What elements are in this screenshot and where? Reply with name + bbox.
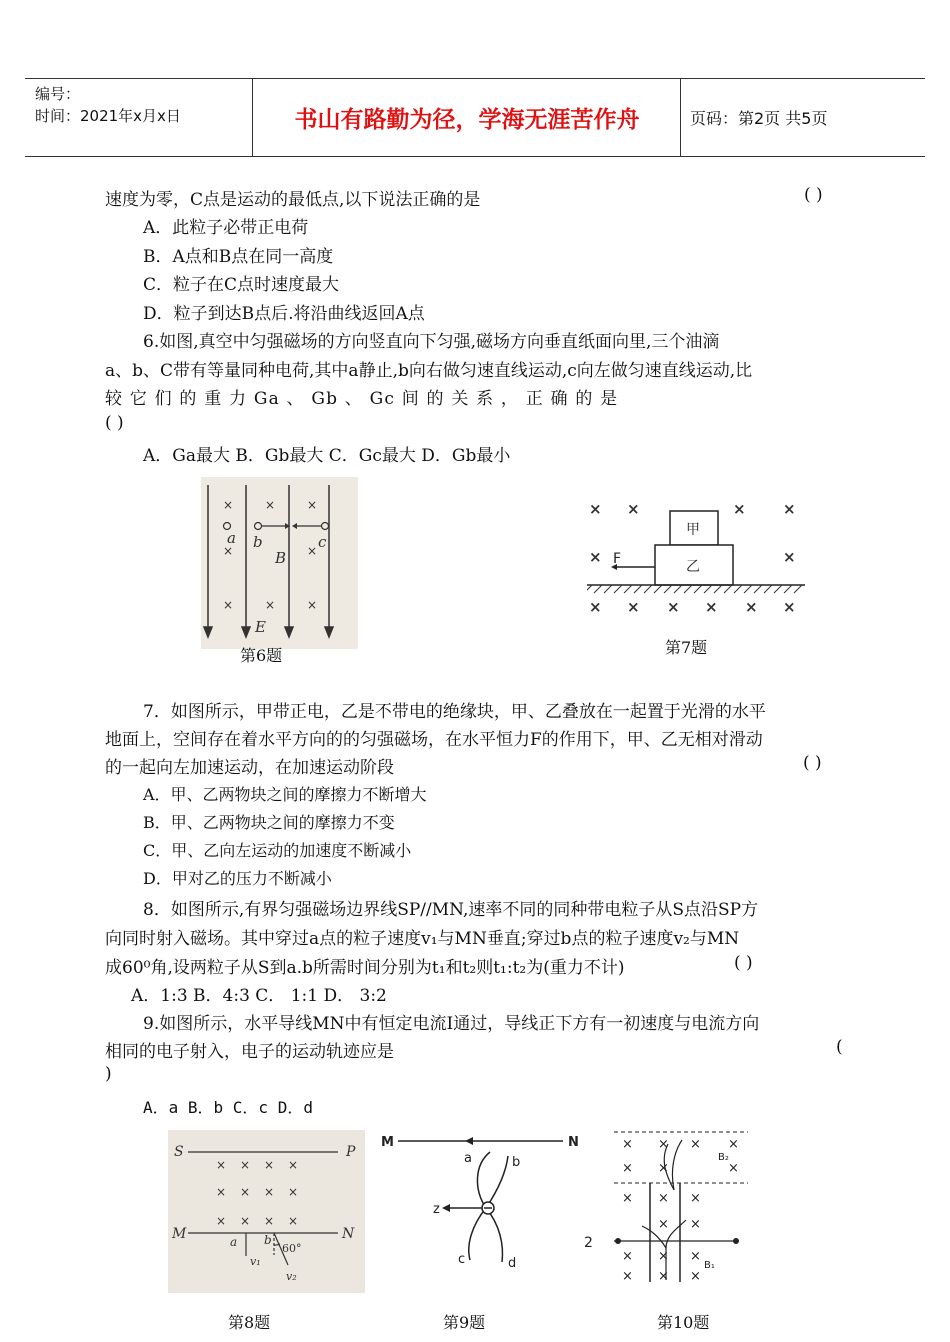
svg-text:×: × [627, 500, 640, 518]
svg-text:×: × [240, 1185, 251, 1199]
fig7-label: 甲 [686, 522, 700, 538]
answer-paren: ( ) [734, 953, 753, 973]
svg-text:×: × [658, 1269, 669, 1284]
svg-text:×: × [622, 1249, 633, 1264]
svg-text:×: × [216, 1185, 227, 1199]
option-c: C．粒子在C点时速度最大 [143, 275, 340, 295]
svg-text:×: × [223, 598, 234, 612]
fig8-label: a [230, 1235, 238, 1249]
caption-7: 第7题 [665, 638, 708, 657]
svg-text:×: × [589, 598, 602, 616]
svg-text:×: × [783, 548, 796, 566]
svg-text:×: × [658, 1217, 669, 1232]
header-info [25, 79, 253, 156]
q8-line2: 向同时射入磁场。其中穿过a点的粒子速度v₁与MN垂直;穿过b点的粒子速度v₂与MN [105, 929, 740, 949]
svg-text:×: × [240, 1214, 251, 1228]
figure-7 [587, 497, 805, 622]
svg-text:×: × [690, 1217, 701, 1232]
figure-10 [578, 1130, 750, 1285]
svg-text:×: × [658, 1137, 669, 1152]
svg-text:×: × [307, 544, 318, 558]
fig9-label: d [508, 1256, 517, 1271]
caption-8: 第8题 [228, 1313, 271, 1332]
fig7-label: F [613, 551, 622, 567]
svg-text:×: × [690, 1249, 701, 1264]
fig8-label: N [342, 1226, 355, 1242]
q7-option-b: B．甲、乙两物块之间的摩擦力不变 [143, 813, 395, 832]
q7-option-c: C．甲、乙向左运动的加速度不断减小 [143, 841, 412, 860]
fig9-label: N [568, 1135, 579, 1150]
svg-text:×: × [622, 1269, 633, 1284]
svg-text:×: × [216, 1214, 227, 1228]
q9-line1: 9.如图所示，水平导线MN中有恒定电流I通过，导线正下方有一初速度与电流方向 [143, 1014, 760, 1034]
svg-text:×: × [690, 1269, 701, 1284]
svg-text:×: × [622, 1191, 633, 1206]
q6-line1: 6.如图,真空中匀强磁场的方向竖直向下匀强,磁场方向垂直纸面向里,三个油滴 [143, 332, 720, 352]
fig9-label: c [458, 1252, 466, 1267]
q6-options: A．Ga最大 B．Gb最大 C．Gc最大 D．Gb最小 [143, 446, 511, 466]
fig8-label: v₂ [286, 1270, 297, 1283]
q9-line2: 相同的电子射入，电子的运动轨迹应是 [105, 1042, 394, 1062]
svg-text:×: × [223, 498, 234, 512]
fig6-label: c [318, 533, 327, 551]
fig8-label: S [174, 1144, 184, 1160]
svg-text:×: × [622, 1161, 633, 1176]
svg-text:×: × [622, 1137, 633, 1152]
fig6-label: b [253, 533, 263, 551]
svg-text:×: × [265, 498, 276, 512]
svg-text:×: × [288, 1158, 299, 1172]
q7-option-a: A．甲、乙两物块之间的摩擦力不断增大 [143, 785, 427, 804]
svg-text:×: × [240, 1158, 251, 1172]
svg-text:×: × [658, 1191, 669, 1206]
answer-paren: ( ) [804, 185, 823, 205]
svg-text:×: × [728, 1137, 739, 1152]
fig10-label: B₁ [704, 1260, 715, 1271]
number-label: 编号： [35, 85, 81, 103]
svg-text:×: × [658, 1249, 669, 1264]
option-b: B．A点和B点在同一高度 [143, 247, 334, 267]
fig9-label: z [433, 1202, 440, 1217]
fig8-label: P [346, 1144, 356, 1160]
figure-6 [201, 477, 358, 649]
fig9-label: M [381, 1135, 394, 1150]
svg-text:×: × [264, 1185, 275, 1199]
svg-text:×: × [307, 598, 318, 612]
q6-line3: 较 它 们 的 重 力 Ga 、 Gb 、 Gc 间 的 关 系 ， 正 确 的 是 [105, 389, 619, 409]
fig6-label: E [255, 618, 266, 636]
svg-text:×: × [223, 544, 234, 558]
svg-text:×: × [733, 500, 746, 518]
answer-paren: ( [836, 1037, 843, 1057]
page-label: 页码：第2页 共5页 [690, 109, 828, 128]
q7-option-d: D．甲对乙的压力不断减小 [143, 869, 332, 888]
q7-line3: 的一起向左加速运动，在加速运动阶段 [105, 758, 394, 778]
svg-text:×: × [745, 598, 758, 616]
svg-text:×: × [690, 1137, 701, 1152]
q7-line2: 地面上，空间存在着水平方向的的匀强磁场，在水平恒力F的作用下，甲、乙无相对滑动 [105, 730, 763, 750]
q7-line1: 7．如图所示，甲带正电，乙是不带电的绝缘块，甲、乙叠放在一起置于光滑的水平 [143, 702, 766, 722]
svg-text:×: × [589, 548, 602, 566]
fig8-label: v₁ [250, 1255, 261, 1268]
q8-options: A．1:3 B．4:3 C． 1:1 D． 3:2 [131, 986, 387, 1006]
fig7-label: 乙 [686, 559, 700, 575]
figure-8 [168, 1130, 365, 1293]
svg-text:×: × [728, 1161, 739, 1176]
svg-text:×: × [307, 498, 318, 512]
svg-text:×: × [288, 1185, 299, 1199]
q8-line1: 8．如图所示,有界匀强磁场边界线SP//MN,速率不同的同种带电粒子从S点沿SP方 [143, 900, 759, 920]
caption-10: 第10题 [657, 1313, 710, 1332]
q6-line2: a、b、C带有等量同种电荷,其中a静止,b向右做匀速直线运动,c向左做匀速直线运动,比 [105, 361, 753, 381]
svg-text:×: × [265, 598, 276, 612]
svg-text:×: × [288, 1214, 299, 1228]
svg-text:×: × [589, 500, 602, 518]
fig9-label: a [464, 1151, 472, 1166]
caption-6: 第6题 [240, 646, 283, 665]
fig10-label: B₂ [718, 1152, 729, 1163]
answer-paren: ( ) [803, 753, 822, 773]
fig8-label: M [172, 1226, 187, 1242]
svg-text:×: × [216, 1158, 227, 1172]
option-d: D．粒子到达B点后.将沿曲线返回A点 [143, 304, 425, 324]
figure-9 [378, 1130, 583, 1280]
option-a: A．此粒子必带正电荷 [143, 218, 309, 238]
q9-paren-close: ) [105, 1064, 112, 1084]
fig8-label: b [264, 1233, 272, 1247]
page-header [25, 78, 925, 157]
motto: 书山有路勤为径，学海无涯苦作舟 [254, 79, 681, 156]
fig6-label: a [227, 529, 236, 547]
fig8-label: 60° [282, 1242, 302, 1255]
q6-paren: ( ) [105, 413, 124, 433]
svg-text:×: × [783, 500, 796, 518]
svg-text:×: × [264, 1158, 275, 1172]
svg-text:×: × [690, 1191, 701, 1206]
svg-text:×: × [783, 598, 796, 616]
time-label: 时间：2021年x月x日 [35, 107, 181, 125]
svg-text:×: × [627, 598, 640, 616]
svg-text:×: × [705, 598, 718, 616]
q9-options: A．a B．b C．c D．d [143, 1098, 313, 1117]
svg-text:×: × [667, 598, 680, 616]
fig10-label: 2 [584, 1235, 593, 1251]
q8-line3: 成60⁰角,设两粒子从S到a.b所需时间分别为t₁和t₂则t₁:t₂为(重力不计) [105, 958, 625, 978]
caption-9: 第9题 [443, 1313, 486, 1332]
fig6-label: B [275, 549, 287, 567]
svg-text:×: × [264, 1214, 275, 1228]
text-line: 速度为零，C点是运动的最低点,以下说法正确的是 [105, 190, 481, 210]
fig9-label: b [512, 1155, 521, 1170]
svg-text:×: × [658, 1161, 669, 1176]
